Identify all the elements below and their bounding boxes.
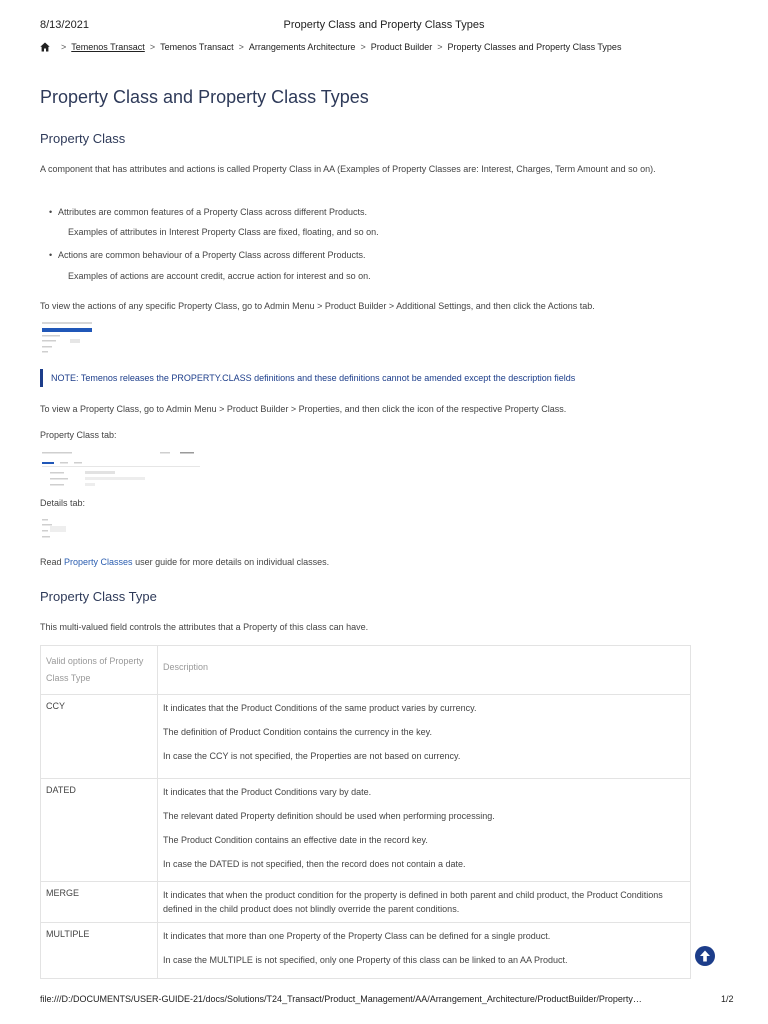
note-callout: NOTE: Temenos releases the PROPERTY.CLASS definitions and these definitions cannot be amended except the description fields xyxy=(40,369,575,387)
bullet-actions-example: Examples of actions are account credit, accrue action for interest and so on. xyxy=(68,271,371,281)
description-line: It indicates that the Product Conditions vary by date. xyxy=(163,787,372,797)
property-classes-link[interactable]: Property Classes xyxy=(64,557,133,567)
table-header-row xyxy=(41,646,691,695)
breadcrumb-link-temenos-transact[interactable]: Temenos Transact xyxy=(71,42,145,52)
description-line: It indicates that more than one Property of the Property Class can be defined for a single product. xyxy=(163,931,551,941)
breadcrumb-separator: > xyxy=(61,42,67,52)
bullet-actions: • Actions are common behaviour of a Property Class across different Products. xyxy=(58,250,365,260)
footer-file-path: file:///D:/DOCUMENTS/USER-GUIDE-21/docs/Solutions/T24_Transact/Product_Management/AA/Arrangement_Architecture/ProductBuilder/Property… xyxy=(40,994,642,1004)
breadcrumb-item: Product Builder xyxy=(370,42,433,52)
table-header-options: Valid options of Property Class Type xyxy=(41,646,158,695)
property-class-tab-screenshot xyxy=(40,449,200,489)
breadcrumb-separator: > xyxy=(149,42,156,52)
home-icon[interactable] xyxy=(40,42,50,52)
breadcrumb-separator: > xyxy=(238,42,244,52)
table-cell-description xyxy=(158,882,691,923)
footer-page-number: 1/2 xyxy=(721,994,734,1004)
section-heading-property-class: Property Class xyxy=(40,131,126,146)
bullet-attributes-example: Examples of attributes in Interest Property Class are fixed, floating, and so on. xyxy=(68,227,379,237)
print-date: 8/13/2021 xyxy=(40,19,89,31)
details-tab-label: Details tab: xyxy=(40,498,86,508)
table-row xyxy=(41,779,691,882)
breadcrumb-separator: > xyxy=(360,42,366,52)
bullet-attributes: • Attributes are common features of a Property Class across different Products. xyxy=(58,207,367,217)
table-cell-description xyxy=(158,779,691,882)
breadcrumb-item: Arrangements Architecture xyxy=(248,42,356,52)
breadcrumb-separator: > xyxy=(437,42,443,52)
description-line: It indicates that the Product Conditions of the same product varies by currency. xyxy=(163,703,477,713)
read-more-prefix: Read xyxy=(40,557,65,567)
description-line: In case the DATED is not specified, then the record does not contain a date. xyxy=(163,859,466,869)
property-class-type-intro: This multi-valued field controls the attributes that a Property of this class can have. xyxy=(40,622,369,632)
details-tab-screenshot xyxy=(40,517,68,541)
breadcrumb xyxy=(40,42,621,52)
table-row xyxy=(41,882,691,923)
view-property-class-paragraph: To view a Property Class, go to Admin Menu > Product Builder > Properties, and then click the icon of the respective Property Class. xyxy=(40,404,567,414)
read-more-paragraph xyxy=(40,553,700,571)
description-line: In case the MULTIPLE is not specified, only one Property of this class can be linked to an AA Product. xyxy=(163,955,568,965)
breadcrumb-current: Property Classes and Property Class Types xyxy=(447,42,622,52)
actions-tab-screenshot xyxy=(40,321,94,357)
page-title: Property Class and Property Class Types xyxy=(40,87,369,107)
description-line: In case the CCY is not specified, the Properties are not based on currency. xyxy=(163,751,461,761)
table-header-description: Description xyxy=(158,646,691,695)
description-line: The Product Condition contains an effective date in the record key. xyxy=(163,835,428,845)
property-class-type-table xyxy=(40,645,691,979)
table-cell-description xyxy=(158,695,691,779)
scroll-to-top-button[interactable] xyxy=(695,946,715,966)
print-title: Property Class and Property Class Types xyxy=(283,19,485,31)
table-row xyxy=(41,695,691,779)
table-cell-option: DATED xyxy=(41,779,158,882)
section-heading-property-class-type: Property Class Type xyxy=(40,589,157,604)
description-line: The definition of Product Condition contains the currency in the key. xyxy=(163,727,432,737)
description-line: It indicates that when the product condition for the property is defined in both parent and child product, the Product Conditions defined in the child product does not blindly override the parent conditions. xyxy=(163,890,663,914)
breadcrumb-item: Temenos Transact xyxy=(160,42,234,52)
table-cell-option: MERGE xyxy=(41,882,158,923)
table-cell-option: MULTIPLE xyxy=(41,923,158,979)
table-row xyxy=(41,923,691,979)
table-cell-option: CCY xyxy=(41,695,158,779)
read-more-suffix: user guide for more details on individual classes. xyxy=(132,557,330,567)
table-cell-description xyxy=(158,923,691,979)
arrow-up-icon xyxy=(695,946,715,966)
intro-paragraph: A component that has attributes and actions is called Property Class in AA (Examples of Property Classes are: Interest, Charges, Term Amount and so on). xyxy=(40,164,656,174)
property-class-tab-label: Property Class tab: xyxy=(40,430,117,440)
description-line: The relevant dated Property definition should be used when performing processing. xyxy=(163,811,495,821)
actions-paragraph: To view the actions of any specific Property Class, go to Admin Menu > Product Builder > Additional Settings, and then click the Actions tab. xyxy=(40,301,595,311)
